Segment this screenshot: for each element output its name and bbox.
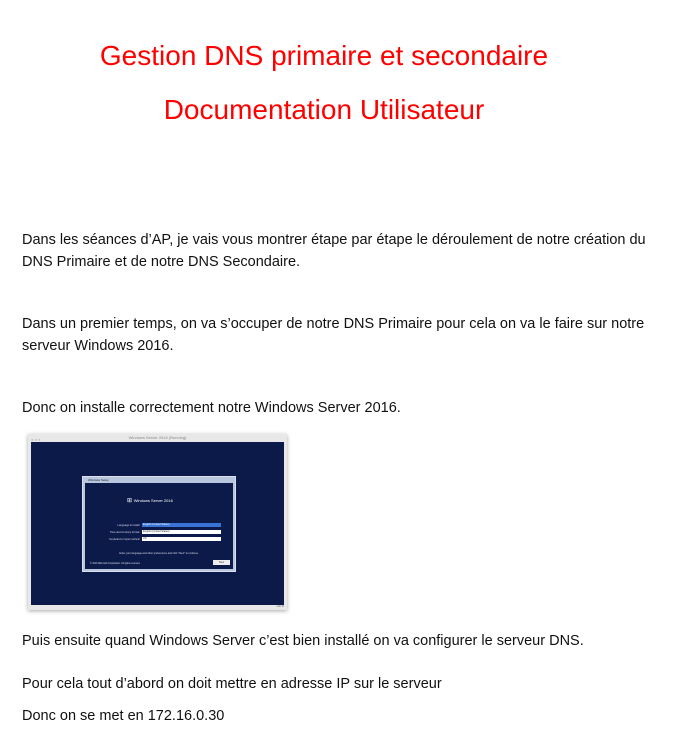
vm-screen	[31, 442, 284, 605]
doc-subtitle: Documentation Utilisateur	[163, 94, 485, 125]
paragraph: Donc on installe correctement notre Windows Server 2016.	[22, 400, 401, 416]
paragraph: Donc on se met en 172.16.0.30	[22, 708, 225, 724]
time-format-field: Time and currency format: English (United States)	[95, 530, 221, 534]
paragraph: Dans les séances d’AP, je vais vous montrer étape par étape le déroulement de notre création du DNS Primaire et de notre DNS Secondaire.	[22, 232, 646, 270]
next-button: Next	[213, 560, 230, 565]
paragraph: Puis ensuite quand Windows Server c’est bien installé on va configurer le serveur DNS.	[22, 633, 584, 649]
window-controls-icon: ● ● ●	[31, 437, 41, 442]
keyboard-field: Keyboard or input method: US	[95, 537, 221, 541]
paragraph: Pour cela tout d’abord on doit mettre en adresse IP sur le serveur	[22, 676, 442, 692]
vm-titlebar	[28, 434, 287, 442]
copyright: © 2016 Microsoft Corporation. All rights reserved.	[90, 563, 141, 565]
paragraph: Dans un premier temps, on va s’occuper de notre DNS Primaire pour cela on va le faire sur notre serveur Windows 2016.	[22, 316, 645, 354]
dialog-title: Windows Setup	[88, 478, 109, 482]
vm-statusbar: Left ⌘	[276, 605, 284, 608]
vm-title: Windows Server 2016 (Running)	[128, 435, 187, 440]
language-field: Language to install: English (United States)	[95, 523, 221, 527]
setup-hint: Enter your language and other preferences and click "Next" to continue.	[119, 552, 199, 555]
windows-logo: ⊞ Windows Server 2016	[127, 498, 173, 504]
doc-title: Gestion DNS primaire et secondaire	[99, 40, 549, 71]
windows-setup-screenshot	[28, 434, 287, 610]
setup-dialog	[82, 476, 236, 572]
